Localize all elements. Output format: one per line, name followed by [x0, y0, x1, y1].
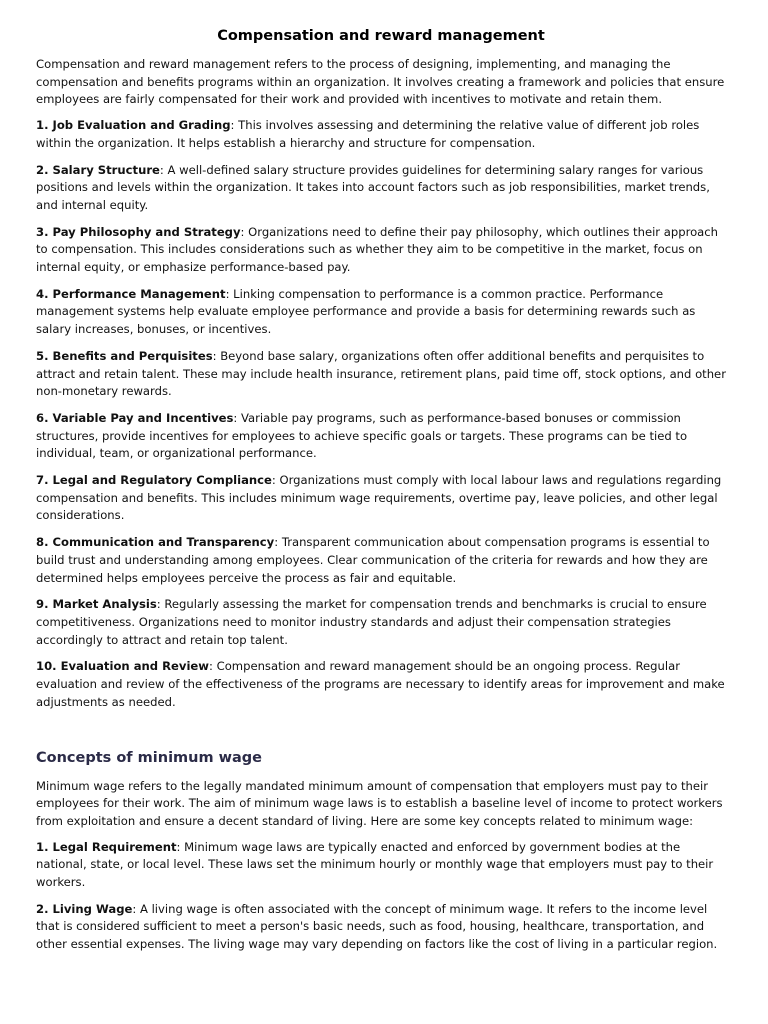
item-term: 3. Pay Philosophy and Strategy: [36, 224, 241, 239]
item-text: : Variable pay programs, such as performance-based bonuses or commission structures, provide incentives for employees to achieve specific goals or targets. These programs can be tied to individual, team, or organizational performance.: [36, 410, 688, 461]
item-term: 10. Evaluation and Review: [36, 659, 210, 674]
item-text: : This involves assessing and determining the relative value of different job roles within the organization. It helps establish a hierarchy and structure for compensation.: [36, 118, 700, 150]
item-term: 1. Job Evaluation and Grading: [36, 118, 231, 133]
item-text: : Compensation and reward management should be an ongoing process. Regular evaluation and review of the effectiveness of the programs are necessary to identify areas for improvement and make adjustments as needed.: [36, 659, 725, 709]
list-item: [36, 901, 726, 954]
item-text: : A well-defined salary structure provides guidelines for determining salary ranges for various positions and levels within the organization. It takes into account factors such as job responsibilities, market trends, and internal equity.: [36, 162, 710, 212]
document-page: [36, 26, 726, 963]
list-item: [36, 348, 726, 401]
item-text: : A living wage is often associated with the concept of minimum wage. It refers to the income level that is considered sufficient to meet a person's basic needs, such as food, housing, healthcare, transportation, and other essential expenses. The living wage may vary depending on factors like the cost of living in a particular region.: [36, 901, 718, 952]
item-term: 8. Communication and Transparency: [36, 535, 275, 550]
item-text: : Beyond base salary, organizations often offer additional benefits and perquisites to attract and retain talent. These may include health insurance, retirement plans, paid time off, stock options, and other non-monetary rewards.: [36, 348, 726, 399]
list-item: [36, 286, 726, 339]
item-text: : Linking compensation to performance is a common practice. Performance management systems help evaluate employee performance and provide a basis for determining rewards such as salary increases, bonuses, or incentives.: [36, 286, 696, 337]
item-text: : Organizations must comply with local labour laws and regulations regarding compensation and benefits. This includes minimum wage requirements, overtime pay, leave policies, and other legal considerations.: [36, 473, 722, 523]
list-item: [36, 224, 726, 277]
list-item: [36, 472, 726, 525]
list-item: [36, 596, 726, 649]
item-term: 2. Salary Structure: [36, 162, 160, 177]
document-title: Compensation and reward management: [217, 28, 545, 44]
list-item: [36, 117, 726, 152]
list-item: [36, 839, 726, 892]
item-term: 2. Living Wage: [36, 901, 133, 916]
item-term: 6. Variable Pay and Incentives: [36, 410, 234, 425]
item-term: 9. Market Analysis: [36, 597, 157, 612]
item-text: : Minimum wage laws are typically enacted and enforced by government bodies at the national, state, or local level. These laws set the minimum hourly or monthly wage that employers must pay to their workers.: [36, 839, 714, 890]
list-item: [36, 410, 726, 463]
item-text: : Transparent communication about compensation programs is essential to build trust and understanding among employees. Clear communication of the criteria for rewards and how they are determined helps employees perceive the process as fair and equitable.: [36, 535, 710, 585]
item-term: 5. Benefits and Perquisites: [36, 348, 213, 363]
item-term: 4. Performance Management: [36, 286, 226, 301]
section-heading: Concepts of minimum wage: [36, 749, 263, 766]
intro-paragraph: Minimum wage refers to the legally mandated minimum amount of compensation that employers must pay to their employees for their work. The aim of minimum wage laws is to establish a baseline level of income to protect workers from exploitation and ensure a decent standard of living. Here are some key concepts related to minimum wage:: [36, 778, 723, 828]
item-text: : Organizations need to define their pay philosophy, which outlines their approach to compensation. This includes considerations such as whether they aim to be competitive in the market, focus on internal equity, or emphasize performance-based pay.: [36, 224, 719, 275]
item-term: 1. Legal Requirement: [36, 839, 177, 854]
intro-paragraph: Compensation and reward management refers to the process of designing, implementing, and managing the compensation and benefits programs within an organization. It involves creating a framework and policies that ensure employees are fairly compensated for their work and provided with incentives to motivate and retain them.: [36, 57, 725, 107]
item-term: 7. Legal and Regulatory Compliance: [36, 473, 272, 488]
list-item: [36, 534, 726, 587]
list-item: [36, 162, 726, 215]
list-item: [36, 658, 726, 711]
item-text: : Regularly assessing the market for compensation trends and benchmarks is crucial to ensure competitiveness. Organizations need to monitor industry standards and adjust their compensation strategies accordingly to attract and retain top talent.: [36, 597, 707, 647]
